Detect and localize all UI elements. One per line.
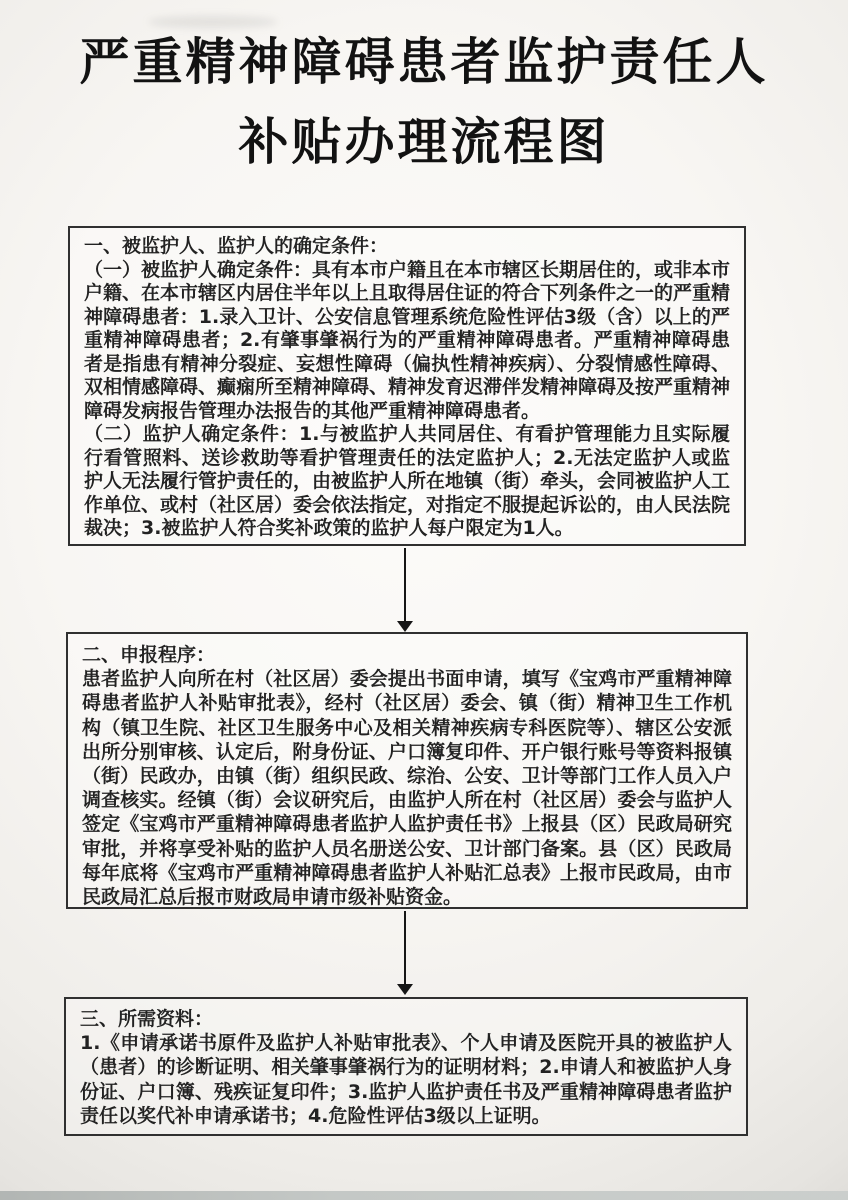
box-paragraph: （一）被监护人确定条件：具有本市户籍且在本市辖区长期居住的，或非本市户籍、在本市辖区内居住半年以上且取得居住证的符合下列条件之一的严重精神障碍患者：1.录入卫计、公安信息管理系统危险性评估3级（含）以上的严重精神障碍患者；2.有肇事肇祸行为的严重精神障碍患者。严重精神障碍患者是指患有精神分裂症、妄想性障碍（偏执性精神疾病）、分裂情感性障碍、双相情感障碍、癫痫所至精神障碍、精神发育迟滞伴发精神障碍及按严重精神障碍发病报告管理办法报告的其他严重精神障碍患者。: [84, 258, 731, 422]
box-paragraph: 患者监护人向所在村（社区居）委会提出书面申请，填写《宝鸡市严重精神障碍患者监护人补贴审批表》，经村（社区居）委会、镇（街）精神卫生工作机构（镇卫生院、社区卫生服务中心及相关精神疾病专科医院等）、辖区公安派出所分别审核、认定后，附身份证、户口簿复印件、开户银行账号等资料报镇（街）民政办，由镇（街）组织民政、综治、公安、卫计等部门工作人员入户调查核实。经镇（街）会议研究后，由监护人所在村（社区居）委会与监护人签定《宝鸡市严重精神障碍患者监护人监护责任书》上报县（区）民政局研究审批，并将享受补贴的监护人员名册送公安、卫计部门备案。县（区）民政局每年底将《宝鸡市严重精神障碍患者监护人补贴汇总表》上报市民政局，由市民政局汇总后报市财政局申请市级补贴资金。: [82, 668, 732, 909]
box-heading: 三、所需资料：: [80, 1008, 214, 1030]
box-heading: 一、被监护人、监护人的确定条件：: [84, 235, 389, 257]
flow-box-required-materials: [64, 997, 748, 1136]
page-title: [0, 22, 848, 182]
arrow-head-icon: [397, 621, 413, 632]
photo-edge-shadow: [0, 1191, 848, 1200]
flow-arrow-down-2: [397, 911, 413, 995]
flow-box-application-procedure: [66, 632, 748, 909]
box-heading: 二、申报程序：: [82, 644, 216, 666]
box-paragraph: 1.《申请承诺书原件及监护人补贴审批表》、个人申请及医院开具的被监护人（患者）的诊断证明、相关肇事肇祸行为的证明材料；2.申请人和被监护人身份证、户口簿、残疾证复印件；3.监护人监护责任书及严重精神障碍患者监护责任以奖代补申请承诺书；4.危险性评估3级以上证明。: [80, 1032, 732, 1127]
arrow-head-icon: [397, 984, 413, 995]
arrow-line: [404, 911, 406, 986]
flow-box-determination-conditions: [68, 226, 746, 546]
page-title-line-2: 补贴办理流程图: [238, 113, 610, 171]
page-title-line-1: 严重精神障碍患者监护责任人: [79, 33, 769, 91]
arrow-line: [404, 548, 406, 623]
box-paragraph: （二）监护人确定条件：1.与被监护人共同居住、有看护管理能力且实际履行看管照料、送诊救助等看护管理责任的法定监护人；2.无法定监护人或监护人无法履行管护责任的，由被监护人所在地镇（街）牵头，会同被监护人工作单位、或村（社区居）委会依法指定，对指定不服提起诉讼的，由人民法院裁决；3.被监护人符合奖补政策的监护人每户限定为1人。: [84, 423, 731, 539]
flow-arrow-down-1: [397, 548, 413, 632]
